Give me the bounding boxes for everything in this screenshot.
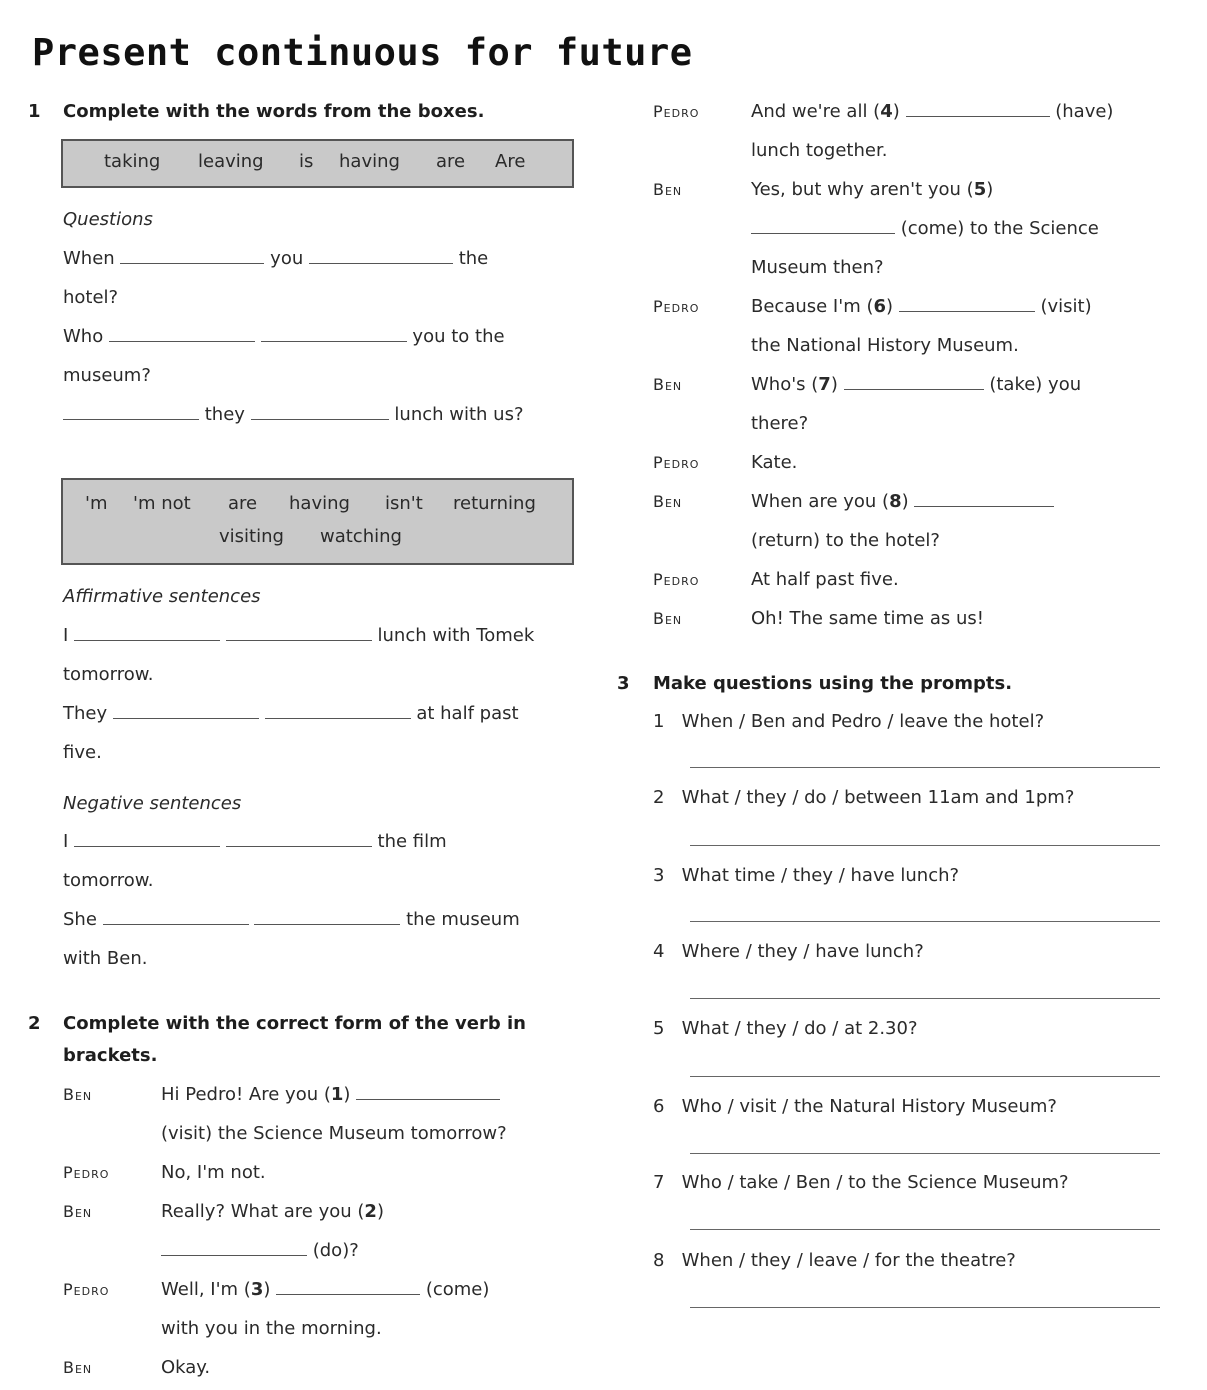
text: the film	[377, 831, 447, 852]
prompt-text: Who / take / Ben / to the Science Museum?	[681, 1172, 1069, 1193]
prompt-item	[653, 711, 1044, 733]
text: (visit)	[1040, 296, 1092, 317]
answer-line[interactable]	[690, 998, 1160, 999]
prompt-item	[653, 787, 1074, 809]
text: the museum	[406, 909, 520, 930]
word-box-1	[61, 139, 574, 188]
text: (come) to the Science	[900, 218, 1099, 239]
text: When are you (	[751, 491, 890, 512]
text: Because I'm (	[751, 296, 874, 317]
item-number: 8	[889, 491, 902, 512]
word-box-item: having	[339, 151, 400, 172]
prompt-item	[653, 865, 959, 887]
answer-blank[interactable]	[74, 832, 220, 847]
affirmative-heading: Affirmative sentences	[63, 586, 261, 607]
text: the	[458, 248, 489, 269]
ex1-q2-cont: museum?	[63, 365, 151, 386]
item-number: 4	[653, 941, 665, 962]
text: )	[886, 296, 894, 317]
ex3-instruction: Make questions using the prompts.	[653, 673, 1013, 694]
word-box-item: isn't	[385, 493, 423, 514]
text: you	[270, 248, 304, 269]
page-title: Present continuous for future	[32, 31, 693, 74]
dialogue-line	[161, 1240, 359, 1262]
ex2-instruction-cont: brackets.	[63, 1045, 158, 1066]
ex1-aff1	[63, 625, 534, 647]
text: Hi Pedro! Are you (	[161, 1084, 331, 1105]
answer-line[interactable]	[690, 767, 1160, 768]
text: When	[63, 248, 115, 269]
dialogue-line: with you in the morning.	[161, 1318, 382, 1339]
word-box-item: watching	[320, 526, 402, 547]
dialogue-line: there?	[751, 413, 809, 434]
item-number: 8	[653, 1250, 665, 1271]
answer-blank[interactable]	[265, 704, 411, 719]
item-number: 5	[653, 1018, 665, 1039]
text: )	[830, 374, 838, 395]
word-box-item: are	[228, 493, 258, 514]
ex2-instruction: Complete with the correct form of the verb in	[63, 1013, 526, 1034]
prompt-item	[653, 1172, 1069, 1194]
answer-blank[interactable]	[899, 297, 1035, 312]
text: Who's (	[751, 374, 819, 395]
answer-blank[interactable]	[914, 492, 1054, 507]
dialogue-line: No, I'm not.	[161, 1162, 266, 1183]
prompt-text: Who / visit / the Natural History Museum?	[681, 1096, 1057, 1117]
ex3-number: 3	[617, 673, 630, 694]
item-number: 7	[653, 1172, 665, 1193]
word-box-item: returning	[453, 493, 536, 514]
answer-blank[interactable]	[251, 405, 389, 420]
answer-blank[interactable]	[226, 626, 372, 641]
ex1-aff1-cont: tomorrow.	[63, 664, 154, 685]
answer-blank[interactable]	[254, 910, 400, 925]
item-number: 7	[818, 374, 831, 395]
dialogue-line: Okay.	[161, 1357, 211, 1378]
text: (have)	[1055, 101, 1114, 122]
answer-line[interactable]	[690, 1229, 1160, 1230]
answer-blank[interactable]	[309, 249, 453, 264]
item-number: 3	[653, 865, 665, 886]
word-box-item: are	[436, 151, 466, 172]
prompt-item	[653, 1096, 1057, 1118]
ex1-neg1	[63, 831, 447, 853]
ex1-q1	[63, 248, 488, 270]
text: Really? What are you (	[161, 1201, 365, 1222]
answer-blank[interactable]	[74, 626, 220, 641]
dialogue-line	[751, 374, 1081, 396]
text: at half past	[416, 703, 519, 724]
speaker-pedro: Pedro	[653, 102, 700, 121]
answer-blank[interactable]	[113, 704, 259, 719]
prompt-text: What / they / do / between 11am and 1pm?	[681, 787, 1075, 808]
text: lunch with Tomek	[377, 625, 535, 646]
speaker-ben: Ben	[63, 1358, 93, 1377]
answer-blank[interactable]	[63, 405, 199, 420]
prompt-item	[653, 941, 924, 963]
dialogue-line: At half past five.	[751, 569, 899, 590]
speaker-pedro: Pedro	[653, 453, 700, 472]
answer-line[interactable]	[690, 1307, 1160, 1308]
text: you to the	[412, 326, 505, 347]
answer-blank[interactable]	[751, 219, 895, 234]
answer-blank[interactable]	[109, 327, 255, 342]
word-box-item: visiting	[219, 526, 284, 547]
ex1-q2	[63, 326, 505, 348]
word-box-item: leaving	[198, 151, 264, 172]
ex1-number: 1	[28, 101, 41, 122]
word-box-item: 'm not	[133, 493, 191, 514]
item-number: 6	[873, 296, 886, 317]
prompt-text: What / they / do / at 2.30?	[681, 1018, 918, 1039]
text: lunch with us?	[394, 404, 524, 425]
dialogue-line: lunch together.	[751, 140, 888, 161]
dialogue-line	[751, 101, 1113, 123]
dialogue-line: the National History Museum.	[751, 335, 1019, 356]
prompt-text: What time / they / have lunch?	[681, 865, 960, 886]
prompt-item	[653, 1250, 1016, 1272]
text: (do)?	[312, 1240, 359, 1261]
ex1-q3	[63, 404, 524, 426]
ex1-q1-cont: hotel?	[63, 287, 119, 308]
ex1-instruction: Complete with the words from the boxes.	[63, 101, 485, 122]
text: Who	[63, 326, 104, 347]
text: I	[63, 831, 69, 852]
item-number: 4	[880, 101, 893, 122]
text: )	[901, 491, 909, 512]
dialogue-line	[161, 1201, 384, 1223]
item-number: 5	[973, 179, 987, 200]
answer-blank[interactable]	[103, 910, 249, 925]
dialogue-line	[751, 218, 1099, 240]
text: )	[343, 1084, 351, 1105]
text: I	[63, 625, 69, 646]
text: (take) you	[989, 374, 1082, 395]
text: She	[63, 909, 97, 930]
answer-line[interactable]	[690, 1076, 1160, 1077]
dialogue-line: (visit) the Science Museum tomorrow?	[161, 1123, 507, 1144]
prompt-text: Where / they / have lunch?	[681, 941, 924, 962]
prompt-text: When / Ben and Pedro / leave the hotel?	[681, 711, 1045, 732]
dialogue-line: (return) to the hotel?	[751, 530, 940, 551]
item-number: 1	[653, 711, 665, 732]
answer-blank[interactable]	[276, 1280, 420, 1295]
ex1-aff2	[63, 703, 519, 725]
item-number: 6	[653, 1096, 665, 1117]
ex1-aff2-cont: five.	[63, 742, 102, 763]
answer-blank[interactable]	[906, 102, 1050, 117]
text: Well, I'm (	[161, 1279, 251, 1300]
word-box-item: having	[289, 493, 350, 514]
dialogue-line	[161, 1279, 489, 1301]
ex2-number: 2	[28, 1013, 41, 1034]
answer-line[interactable]	[690, 1153, 1160, 1154]
speaker-pedro: Pedro	[63, 1163, 110, 1182]
text: Yes, but why aren't you (	[751, 179, 974, 200]
word-box-item: is	[299, 151, 314, 172]
item-number: 2	[364, 1201, 377, 1222]
answer-blank[interactable]	[844, 375, 984, 390]
word-box-item: taking	[104, 151, 161, 172]
item-number: 2	[653, 787, 665, 808]
answer-blank[interactable]	[120, 249, 264, 264]
text: )	[376, 1201, 384, 1222]
text: And we're all (	[751, 101, 881, 122]
answer-line[interactable]	[690, 845, 1160, 846]
dialogue-line	[751, 296, 1092, 318]
speaker-pedro: Pedro	[653, 297, 700, 316]
speaker-ben: Ben	[653, 609, 683, 628]
dialogue-line: Kate.	[751, 452, 798, 473]
text: (come)	[425, 1279, 490, 1300]
answer-line[interactable]	[690, 921, 1160, 922]
text: )	[986, 179, 994, 200]
ex1-neg2-cont: with Ben.	[63, 948, 148, 969]
speaker-pedro: Pedro	[653, 570, 700, 589]
text: They	[63, 703, 108, 724]
item-number: 1	[330, 1084, 344, 1105]
negative-heading: Negative sentences	[63, 793, 242, 814]
speaker-ben: Ben	[63, 1202, 93, 1221]
item-number: 3	[250, 1279, 264, 1300]
word-box-2	[61, 478, 574, 565]
prompt-text: When / they / leave / for the theatre?	[681, 1250, 1016, 1271]
dialogue-line: Oh! The same time as us!	[751, 608, 984, 629]
answer-blank[interactable]	[161, 1241, 307, 1256]
text: )	[263, 1279, 271, 1300]
answer-blank[interactable]	[226, 832, 372, 847]
dialogue-line: Museum then?	[751, 257, 884, 278]
speaker-ben: Ben	[653, 492, 683, 511]
dialogue-line	[751, 491, 1054, 513]
answer-blank[interactable]	[261, 327, 407, 342]
dialogue-line	[751, 179, 993, 201]
word-box-item: 'm	[85, 493, 108, 514]
word-box-item: Are	[495, 151, 526, 172]
questions-heading: Questions	[63, 209, 153, 230]
speaker-pedro: Pedro	[63, 1280, 110, 1299]
dialogue-line	[161, 1084, 500, 1106]
prompt-item	[653, 1018, 918, 1040]
text: )	[892, 101, 900, 122]
speaker-ben: Ben	[653, 180, 683, 199]
answer-blank[interactable]	[356, 1085, 500, 1100]
ex1-neg1-cont: tomorrow.	[63, 870, 154, 891]
text: they	[204, 404, 245, 425]
speaker-ben: Ben	[653, 375, 683, 394]
speaker-ben: Ben	[63, 1085, 93, 1104]
ex1-neg2	[63, 909, 520, 931]
